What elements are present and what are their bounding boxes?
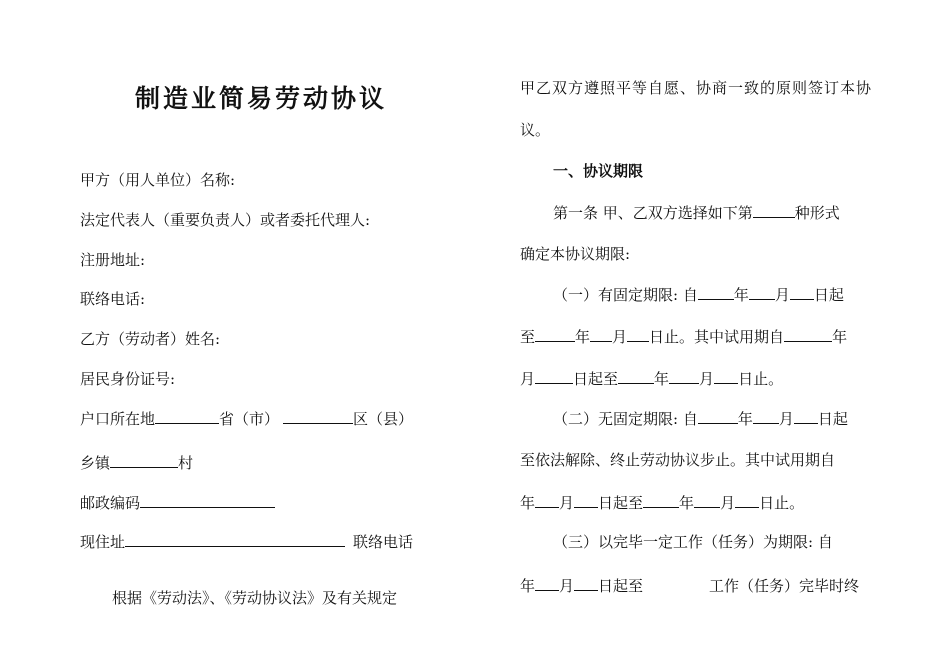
current-address-blank[interactable] xyxy=(125,531,345,547)
fixed-end-month-blank[interactable] xyxy=(590,326,612,342)
legal-basis-text: 根据《劳动法》、《劳动协议法》及有关规定 xyxy=(112,589,398,607)
month-label: 月 xyxy=(720,494,736,512)
open-term-line-2: 至依法解除、终止劳动协议步止。其中试用期自 xyxy=(520,451,836,469)
current-address-label: 现住址 xyxy=(80,533,126,551)
open-term-line-3 xyxy=(520,492,804,513)
open-probation-end-month-blank[interactable] xyxy=(694,492,720,508)
open-start-year-blank[interactable] xyxy=(698,408,738,424)
probation-end-day-blank[interactable] xyxy=(714,368,738,384)
hukou-line xyxy=(80,408,413,429)
fixed-start-year-blank[interactable] xyxy=(698,284,734,300)
principle-line-2: 议。 xyxy=(520,121,551,139)
task-start-day-blank[interactable] xyxy=(574,575,598,591)
open-term-label: （二）无固定期限: 自 xyxy=(553,410,698,428)
day-end-label: 日止。 xyxy=(759,494,805,512)
fixed-start-day-blank[interactable] xyxy=(790,284,814,300)
article-1-text: 第一条 甲、乙双方选择如下第 xyxy=(553,204,753,222)
hukou-label: 户口所在地 xyxy=(80,410,156,428)
open-start-day-blank[interactable] xyxy=(794,408,818,424)
month-label: 月 xyxy=(699,370,715,388)
day-to-label: 日起至 xyxy=(598,577,644,595)
probation-start-month-blank[interactable] xyxy=(535,368,573,384)
month-label: 月 xyxy=(559,577,575,595)
probation-start-year-blank[interactable] xyxy=(784,326,832,342)
day-end-label: 日止。 xyxy=(738,370,784,388)
township-blank[interactable] xyxy=(110,452,178,468)
hukou-district-blank[interactable] xyxy=(283,408,353,424)
postcode-line xyxy=(80,492,275,513)
fixed-term-label: （一）有固定期限: 自 xyxy=(553,286,698,304)
open-probation-month-blank[interactable] xyxy=(535,492,559,508)
month-label: 月 xyxy=(520,370,536,388)
year-label: 年 xyxy=(520,494,536,512)
year-label: 年 xyxy=(654,370,670,388)
year-label: 年 xyxy=(679,494,695,512)
fixed-term-line-2 xyxy=(520,326,847,347)
legal-rep-label: 法定代表人（重要负责人）或者委托代理人: xyxy=(80,211,371,229)
task-start-month-blank[interactable] xyxy=(535,575,559,591)
id-number-label: 居民身份证号: xyxy=(80,370,176,388)
open-start-month-blank[interactable] xyxy=(753,408,779,424)
fixed-end-year-blank[interactable] xyxy=(535,326,575,342)
month-label: 月 xyxy=(778,410,794,428)
postcode-blank[interactable] xyxy=(140,492,275,508)
current-phone-label: 联络电话 xyxy=(353,533,414,551)
current-address-line xyxy=(80,531,413,552)
day-to-label: 日起至 xyxy=(598,494,644,512)
year-label: 年 xyxy=(832,328,848,346)
day-start-label: 日起 xyxy=(817,410,848,428)
task-term-line-2 xyxy=(520,575,859,596)
month-label: 月 xyxy=(774,286,790,304)
employee-name-label: 乙方（劳动者）姓名: xyxy=(80,330,221,348)
month-label: 月 xyxy=(612,328,628,346)
probation-text: 日止。其中试用期自 xyxy=(649,328,785,346)
fixed-start-month-blank[interactable] xyxy=(749,284,775,300)
fixed-term-line-1 xyxy=(553,284,844,305)
article-1-line xyxy=(553,202,840,223)
year-label: 年 xyxy=(520,577,536,595)
open-probation-day-blank[interactable] xyxy=(574,492,598,508)
phone-label: 联络电话: xyxy=(80,290,146,308)
contract-form-blank[interactable] xyxy=(753,202,795,218)
year-label: 年 xyxy=(737,410,753,428)
day-to-label: 日起至 xyxy=(573,370,619,388)
task-end-text: 工作（任务）完毕时终 xyxy=(709,577,860,595)
month-label: 月 xyxy=(559,494,575,512)
fixed-term-line-3 xyxy=(520,368,783,389)
township-label: 乡镇 xyxy=(80,454,111,472)
hukou-province-label: 省（市） xyxy=(219,410,280,428)
township-line xyxy=(80,452,193,473)
employer-name-label: 甲方（用人单位）名称: xyxy=(80,171,236,189)
postcode-label: 邮政编码 xyxy=(80,494,141,512)
article-1-line-2: 确定本协议期限: xyxy=(520,245,631,263)
village-label: 村 xyxy=(178,454,194,472)
principle-line-1: 甲乙双方遵照平等自愿、协商一致的原则签订本协 xyxy=(520,79,873,97)
open-term-line-1 xyxy=(553,408,848,429)
reg-address-label: 注册地址: xyxy=(80,251,146,269)
year-label: 年 xyxy=(733,286,749,304)
hukou-province-blank[interactable] xyxy=(155,408,219,424)
task-term-line-1: （三）以完毕一定工作（任务）为期限: 自 xyxy=(553,533,833,551)
to-label: 至 xyxy=(520,328,536,346)
document-title: 制造业简易劳动协议 xyxy=(135,84,388,113)
probation-end-year-blank[interactable] xyxy=(618,368,654,384)
fixed-end-day-blank[interactable] xyxy=(627,326,649,342)
open-probation-end-day-blank[interactable] xyxy=(735,492,759,508)
article-1-suffix: 种形式 xyxy=(794,204,840,222)
year-label: 年 xyxy=(575,328,591,346)
open-probation-end-year-blank[interactable] xyxy=(643,492,679,508)
probation-end-month-blank[interactable] xyxy=(669,368,699,384)
section-1-heading: 一、协议期限 xyxy=(553,162,644,180)
day-start-label: 日起 xyxy=(813,286,844,304)
hukou-district-label: 区（县） xyxy=(353,410,414,428)
